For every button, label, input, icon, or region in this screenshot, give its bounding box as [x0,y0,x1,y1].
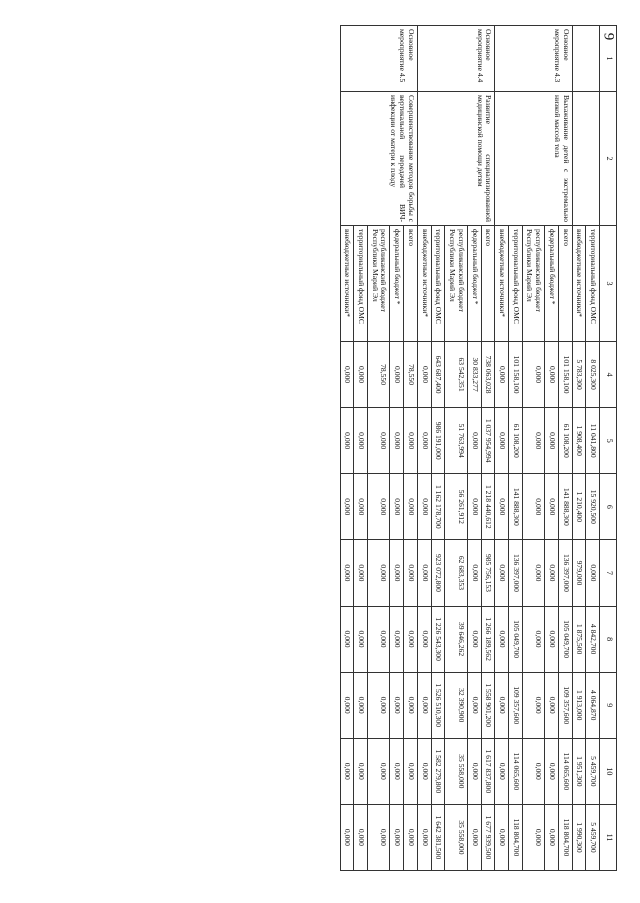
value-cell: 0,000 [467,474,481,540]
value-cell: 136 397,000 [508,540,522,606]
value-cell: 986 191,000 [431,408,445,474]
value-cell: 0,000 [390,408,404,474]
measure-cell: Основное мероприятие 4.4 [417,26,494,92]
table-body [340,26,599,871]
value-cell: 0,000 [368,408,390,474]
value-cell: 118 804,700 [508,804,522,870]
value-cell: 0,000 [495,606,509,672]
value-cell: 63 542,351 [445,342,467,408]
value-cell: 979,000 [572,540,586,606]
value-cell: 8 025,300 [586,342,600,408]
value-cell: 923 072,800 [431,540,445,606]
value-cell: 0,000 [390,342,404,408]
value-cell: 0,000 [390,474,404,540]
value-cell: 0,000 [404,672,418,738]
table-row [404,26,418,871]
value-cell: 0,000 [495,540,509,606]
value-cell: 0,000 [495,474,509,540]
value-cell: 0,000 [404,804,418,870]
value-cell: 51 763,994 [445,408,467,474]
value-cell: 1 642 381,500 [431,804,445,870]
value-cell: 0,000 [340,672,354,738]
value-cell: 78,550 [368,342,390,408]
funding-source-cell: федеральный бюджет * [545,226,559,342]
funding-source-cell: всего [558,226,572,342]
value-cell: 78,550 [404,342,418,408]
value-cell: 0,000 [354,672,368,738]
value-cell: 1 210,400 [572,474,586,540]
value-cell: 4 842,700 [586,606,600,672]
value-cell: 32 390,900 [445,672,467,738]
value-cell: 0,000 [417,738,431,804]
value-cell: 643 687,400 [431,342,445,408]
value-cell: 0,000 [390,738,404,804]
funding-table [340,25,617,871]
value-cell: 0,000 [467,408,481,474]
funding-source-cell: внебюджетные источники* [417,226,431,342]
value-cell: 0,000 [404,540,418,606]
value-cell: 0,000 [340,606,354,672]
value-cell: 0,000 [522,738,544,804]
value-cell: 0,000 [354,540,368,606]
value-cell: 1 582 279,800 [431,738,445,804]
value-cell: 1 913,000 [572,672,586,738]
funding-source-cell: территориальный фонд ОМС [431,226,445,342]
value-cell: 35 558,000 [445,738,467,804]
value-cell: 0,000 [586,540,600,606]
value-cell: 30 833,277 [467,342,481,408]
value-cell: 136 397,000 [558,540,572,606]
value-cell: 114 065,600 [558,738,572,804]
value-cell: 1 677 939,500 [481,804,495,870]
value-cell: 105 049,700 [558,606,572,672]
page-number: 9 [600,32,617,41]
measure-cell: Основное мероприятие 4.3 [495,26,572,92]
value-cell: 0,000 [390,804,404,870]
value-cell: 0,000 [404,738,418,804]
value-cell: 985 756,153 [481,540,495,606]
value-cell: 0,000 [417,474,431,540]
funding-source-cell: республиканский бюджет Республики Марий Эл [445,226,467,342]
value-cell: 0,000 [354,804,368,870]
value-cell: 0,000 [340,804,354,870]
table-row [586,26,600,871]
value-cell: 1 617 837,800 [481,738,495,804]
value-cell: 1 951,300 [572,738,586,804]
column-number-7: 7 [600,540,617,606]
value-cell: 15 920,500 [586,474,600,540]
value-cell: 0,000 [522,804,544,870]
value-cell: 0,000 [522,342,544,408]
column-number-row [600,26,617,871]
funding-source-cell: всего [404,226,418,342]
value-cell: 5 459,700 [586,738,600,804]
value-cell: 0,000 [368,606,390,672]
funding-source-cell: федеральный бюджет * [467,226,481,342]
column-number-1: 1 [600,26,617,92]
value-cell: 0,000 [417,408,431,474]
value-cell: 0,000 [545,738,559,804]
value-cell: 0,000 [545,540,559,606]
value-cell: 1 266 189,562 [481,606,495,672]
table-row [558,26,572,871]
value-cell: 0,000 [467,540,481,606]
value-cell: 141 888,300 [558,474,572,540]
column-number-8: 8 [600,606,617,672]
value-cell: 738 063,028 [481,342,495,408]
value-cell: 0,000 [368,804,390,870]
value-cell: 114 065,600 [508,738,522,804]
column-number-3: 3 [600,226,617,342]
funding-source-cell: внебюджетные источники* [495,226,509,342]
value-cell: 0,000 [522,540,544,606]
value-cell: 0,000 [417,672,431,738]
value-cell: 0,000 [404,474,418,540]
funding-source-cell: федеральный бюджет * [390,226,404,342]
value-cell: 0,000 [368,540,390,606]
description-cell [572,92,599,226]
value-cell: 0,000 [340,540,354,606]
funding-source-cell: территориальный фонд ОМС [354,226,368,342]
value-cell: 56 261,912 [445,474,467,540]
funding-source-cell: внебюджетные источники* [572,226,586,342]
value-cell: 0,000 [368,474,390,540]
value-cell: 0,000 [340,342,354,408]
value-cell: 5 459,700 [586,804,600,870]
value-cell: 39 646,262 [445,606,467,672]
funding-source-cell: республиканский бюджет Республики Марий Эл [522,226,544,342]
value-cell: 0,000 [545,342,559,408]
value-cell: 1 875,500 [572,606,586,672]
value-cell: 118 804,700 [558,804,572,870]
value-cell: 5 783,300 [572,342,586,408]
value-cell: 0,000 [522,672,544,738]
value-cell: 0,000 [417,342,431,408]
value-cell: 0,000 [340,738,354,804]
column-number-11: 11 [600,804,617,870]
value-cell: 0,000 [354,342,368,408]
measure-cell [572,26,599,92]
value-cell: 109 357,600 [558,672,572,738]
value-cell: 1 526 510,300 [431,672,445,738]
column-number-6: 6 [600,474,617,540]
value-cell: 0,000 [495,738,509,804]
funding-source-cell: внебюджетные источники* [340,226,354,342]
value-cell: 1 162 178,700 [431,474,445,540]
value-cell: 0,000 [545,408,559,474]
rotated-table-wrapper [61,25,617,871]
value-cell: 62 683,353 [445,540,467,606]
value-cell: 0,000 [354,408,368,474]
value-cell: 0,000 [495,672,509,738]
value-cell: 0,000 [390,606,404,672]
value-cell: 0,000 [545,474,559,540]
value-cell: 105 049,700 [508,606,522,672]
value-cell: 0,000 [340,474,354,540]
value-cell: 1 558 901,200 [481,672,495,738]
value-cell: 0,000 [340,408,354,474]
value-cell: 61 108,200 [558,408,572,474]
value-cell: 1 226 543,300 [431,606,445,672]
description-cell: Выхаживание детей с экстремально низкой массой тела [495,92,572,226]
value-cell: 0,000 [522,408,544,474]
value-cell: 101 158,100 [508,342,522,408]
value-cell: 0,000 [545,804,559,870]
table-row [481,26,495,871]
value-cell: 35 558,000 [445,804,467,870]
value-cell: 0,000 [368,738,390,804]
column-number-10: 10 [600,738,617,804]
column-number-9: 9 [600,672,617,738]
value-cell: 0,000 [354,474,368,540]
funding-source-cell: всего [481,226,495,342]
value-cell: 0,000 [354,606,368,672]
value-cell: 0,000 [467,672,481,738]
value-cell: 0,000 [354,738,368,804]
value-cell: 0,000 [368,672,390,738]
value-cell: 101 158,100 [558,342,572,408]
funding-source-cell: территориальный фонд ОМС [508,226,522,342]
value-cell: 0,000 [390,540,404,606]
value-cell: 0,000 [417,540,431,606]
value-cell: 0,000 [404,408,418,474]
value-cell: 0,000 [404,606,418,672]
value-cell: 1 218 440,612 [481,474,495,540]
value-cell: 0,000 [390,672,404,738]
value-cell: 0,000 [522,606,544,672]
funding-source-cell: территориальный фонд ОМС [586,226,600,342]
value-cell: 0,000 [417,606,431,672]
value-cell: 109 357,600 [508,672,522,738]
description-cell: Развитие специализированной медицинской помощи детям [417,92,494,226]
value-cell: 0,000 [495,408,509,474]
value-cell: 141 888,300 [508,474,522,540]
value-cell: 1 908,400 [572,408,586,474]
column-number-5: 5 [600,408,617,474]
value-cell: 61 108,200 [508,408,522,474]
description-cell: Совершенствование методов борьбы с вертикальной передачей ВИЧ-инфекции от матери к плоду [340,92,417,226]
column-number-4: 4 [600,342,617,408]
value-cell: 0,000 [495,804,509,870]
value-cell: 0,000 [467,738,481,804]
value-cell: 0,000 [545,606,559,672]
column-number-2: 2 [600,92,617,226]
value-cell: 0,000 [545,672,559,738]
funding-source-cell: республиканский бюджет Республики Марий Эл [368,226,390,342]
measure-cell: Основное мероприятие 4.5 [340,26,417,92]
value-cell: 11 041,800 [586,408,600,474]
value-cell: 0,000 [522,474,544,540]
value-cell: 0,000 [467,606,481,672]
value-cell: 0,000 [417,804,431,870]
value-cell: 4 064,870 [586,672,600,738]
value-cell: 1 990,300 [572,804,586,870]
value-cell: 0,000 [467,804,481,870]
value-cell: 0,000 [495,342,509,408]
value-cell: 1 037 954,994 [481,408,495,474]
